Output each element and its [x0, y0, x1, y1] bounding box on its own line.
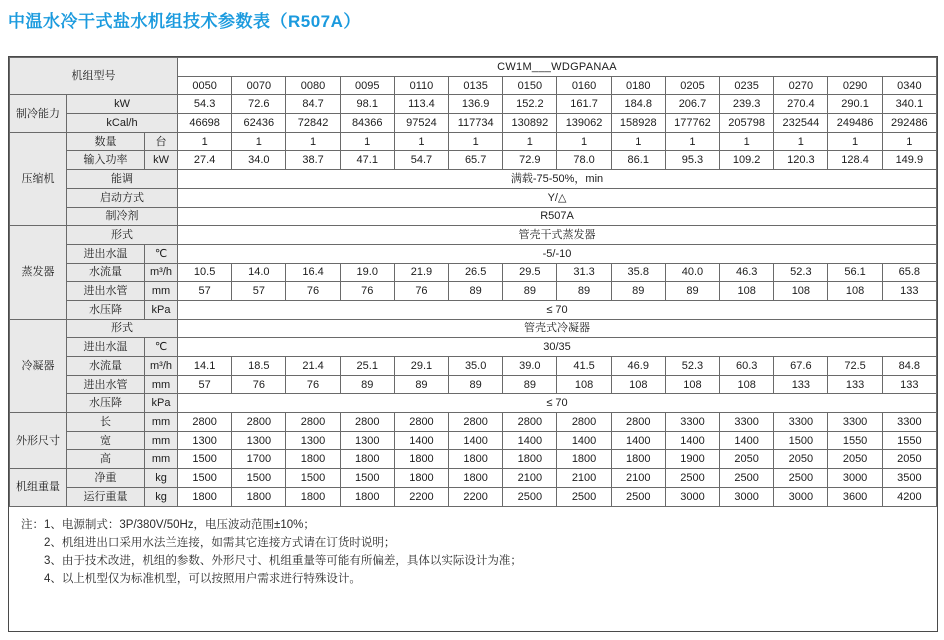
- data-cell: 72.5: [828, 357, 882, 376]
- data-cell: 206.7: [665, 95, 719, 114]
- data-cell: 2050: [774, 450, 828, 469]
- data-cell: 18.5: [232, 357, 286, 376]
- data-cell: 2800: [394, 413, 448, 432]
- notes-list: [44, 516, 522, 588]
- data-cell: 1500: [178, 469, 232, 488]
- data-cell: 1800: [286, 450, 340, 469]
- data-cell: 1400: [611, 431, 665, 450]
- row-label: 能调: [67, 170, 178, 189]
- row-unit: mm: [145, 413, 178, 432]
- data-cell: 1550: [882, 431, 936, 450]
- data-cell: 1800: [232, 487, 286, 506]
- data-cell: 177762: [665, 114, 719, 133]
- model-code: 0160: [557, 76, 611, 95]
- row-span-value: ≤ 70: [178, 394, 937, 413]
- note-line: 4、以上机型仅为标准机型，可以按照用户需求进行特殊设计。: [44, 572, 361, 585]
- model-code: 0070: [232, 76, 286, 95]
- data-cell: 108: [720, 375, 774, 394]
- data-cell: 1800: [394, 469, 448, 488]
- data-cell: 72.6: [232, 95, 286, 114]
- data-cell: 1800: [394, 450, 448, 469]
- data-cell: 1400: [394, 431, 448, 450]
- data-cell: 108: [611, 375, 665, 394]
- data-cell: 3300: [774, 413, 828, 432]
- data-cell: 89: [340, 375, 394, 394]
- row-label: 形式: [67, 319, 178, 338]
- data-cell: 1300: [178, 431, 232, 450]
- data-cell: 3000: [828, 469, 882, 488]
- data-cell: 1300: [286, 431, 340, 450]
- data-cell: 14.1: [178, 357, 232, 376]
- spec-table: [9, 57, 937, 507]
- data-cell: 84.8: [882, 357, 936, 376]
- model-code: 0110: [394, 76, 448, 95]
- data-cell: 290.1: [828, 95, 882, 114]
- data-cell: 3300: [882, 413, 936, 432]
- row-label: 进出水管: [67, 282, 145, 301]
- corner-model-label: 机组型号: [10, 58, 178, 95]
- data-cell: 89: [665, 282, 719, 301]
- data-cell: 1500: [286, 469, 340, 488]
- data-cell: 1: [774, 132, 828, 151]
- data-cell: 205798: [720, 114, 774, 133]
- data-cell: 52.3: [774, 263, 828, 282]
- data-cell: 2800: [557, 413, 611, 432]
- data-cell: 3000: [665, 487, 719, 506]
- data-cell: 1400: [665, 431, 719, 450]
- data-cell: 2050: [828, 450, 882, 469]
- data-cell: 89: [557, 282, 611, 301]
- row-unit: kg: [145, 487, 178, 506]
- data-cell: 1700: [232, 450, 286, 469]
- data-cell: 76: [340, 282, 394, 301]
- data-cell: 89: [449, 282, 503, 301]
- data-cell: 65.8: [882, 263, 936, 282]
- data-cell: 1400: [720, 431, 774, 450]
- row-label: 水流量: [67, 357, 145, 376]
- row-unit: kg: [145, 469, 178, 488]
- data-cell: 2500: [611, 487, 665, 506]
- data-cell: 57: [178, 282, 232, 301]
- data-cell: 108: [720, 282, 774, 301]
- model-code: 0340: [882, 76, 936, 95]
- data-cell: 2050: [882, 450, 936, 469]
- data-cell: 113.4: [394, 95, 448, 114]
- row-unit: ℃: [145, 244, 178, 263]
- data-cell: 78.0: [557, 151, 611, 170]
- data-cell: 2050: [720, 450, 774, 469]
- data-cell: 41.5: [557, 357, 611, 376]
- data-cell: 3300: [720, 413, 774, 432]
- data-cell: 89: [449, 375, 503, 394]
- data-cell: 2500: [720, 469, 774, 488]
- data-cell: 19.0: [340, 263, 394, 282]
- data-cell: 139062: [557, 114, 611, 133]
- data-cell: 136.9: [449, 95, 503, 114]
- data-cell: 1: [340, 132, 394, 151]
- data-cell: 56.1: [828, 263, 882, 282]
- note-line: 1、电源制式：3P/380V/50Hz，电压波动范围±10%；: [44, 518, 315, 531]
- data-cell: 3000: [720, 487, 774, 506]
- data-cell: 1800: [286, 487, 340, 506]
- data-cell: 1500: [178, 450, 232, 469]
- data-cell: 1: [449, 132, 503, 151]
- data-cell: 108: [828, 282, 882, 301]
- data-cell: 21.4: [286, 357, 340, 376]
- data-cell: 1400: [503, 431, 557, 450]
- data-cell: 89: [503, 282, 557, 301]
- data-cell: 108: [665, 375, 719, 394]
- data-cell: 232544: [774, 114, 828, 133]
- row-label: 形式: [67, 226, 178, 245]
- row-label: 水压降: [67, 300, 145, 319]
- data-cell: 2800: [178, 413, 232, 432]
- data-cell: 3300: [665, 413, 719, 432]
- model-code: 0180: [611, 76, 665, 95]
- row-unit: kW: [145, 151, 178, 170]
- row-unit: mm: [145, 450, 178, 469]
- data-cell: 2500: [557, 487, 611, 506]
- data-cell: 161.7: [557, 95, 611, 114]
- data-cell: 1500: [340, 469, 394, 488]
- row-unit: kPa: [145, 300, 178, 319]
- model-code: 0050: [178, 76, 232, 95]
- model-code: 0270: [774, 76, 828, 95]
- model-code: 0095: [340, 76, 394, 95]
- data-cell: 40.0: [665, 263, 719, 282]
- data-cell: 2100: [611, 469, 665, 488]
- data-cell: 46.3: [720, 263, 774, 282]
- data-cell: 270.4: [774, 95, 828, 114]
- row-label: 水流量: [67, 263, 145, 282]
- data-cell: 47.1: [340, 151, 394, 170]
- model-code: 0080: [286, 76, 340, 95]
- notes-prefix: 注：: [21, 518, 44, 531]
- data-cell: 1800: [340, 487, 394, 506]
- data-cell: 120.3: [774, 151, 828, 170]
- data-cell: 60.3: [720, 357, 774, 376]
- data-cell: 2500: [503, 487, 557, 506]
- notes-section: [9, 507, 937, 588]
- data-cell: 128.4: [828, 151, 882, 170]
- data-cell: 65.7: [449, 151, 503, 170]
- data-cell: 1: [882, 132, 936, 151]
- data-cell: 46.9: [611, 357, 665, 376]
- data-cell: 1: [611, 132, 665, 151]
- data-cell: 2800: [340, 413, 394, 432]
- data-cell: 95.3: [665, 151, 719, 170]
- data-cell: 1: [720, 132, 774, 151]
- data-cell: 27.4: [178, 151, 232, 170]
- row-label: 净重: [67, 469, 145, 488]
- row-span-value: 管壳式冷凝器: [178, 319, 937, 338]
- data-cell: 89: [611, 282, 665, 301]
- data-cell: 1400: [557, 431, 611, 450]
- data-cell: 239.3: [720, 95, 774, 114]
- model-code: 0290: [828, 76, 882, 95]
- data-cell: 133: [828, 375, 882, 394]
- data-cell: 89: [394, 375, 448, 394]
- row-label: 宽: [67, 431, 145, 450]
- group-label: 冷凝器: [10, 319, 67, 412]
- data-cell: 35.8: [611, 263, 665, 282]
- data-cell: 76: [286, 375, 340, 394]
- row-label: 进出水温: [67, 244, 145, 263]
- data-cell: 2800: [611, 413, 665, 432]
- data-cell: 117734: [449, 114, 503, 133]
- data-cell: 57: [178, 375, 232, 394]
- data-cell: 10.5: [178, 263, 232, 282]
- data-cell: 1500: [232, 469, 286, 488]
- data-cell: 84366: [340, 114, 394, 133]
- data-cell: 1: [503, 132, 557, 151]
- note-line: 2、机组进出口采用水法兰连接，如需其它连接方式请在订货时说明；: [44, 536, 396, 549]
- row-label: kW: [67, 95, 178, 114]
- data-cell: 76: [232, 375, 286, 394]
- data-cell: 86.1: [611, 151, 665, 170]
- row-span-value: 30/35: [178, 338, 937, 357]
- row-span-value: 满载-75-50%，min: [178, 170, 937, 189]
- data-cell: 2500: [774, 469, 828, 488]
- data-cell: 46698: [178, 114, 232, 133]
- data-cell: 1900: [665, 450, 719, 469]
- data-cell: 16.4: [286, 263, 340, 282]
- data-cell: 1300: [232, 431, 286, 450]
- data-cell: 35.0: [449, 357, 503, 376]
- row-unit: m³/h: [145, 357, 178, 376]
- series-name: CW1M___WDGPANAA: [178, 58, 937, 77]
- data-cell: 130892: [503, 114, 557, 133]
- data-cell: 97524: [394, 114, 448, 133]
- data-cell: 149.9: [882, 151, 936, 170]
- data-cell: 1800: [449, 469, 503, 488]
- data-cell: 184.8: [611, 95, 665, 114]
- row-unit: mm: [145, 431, 178, 450]
- data-cell: 1550: [828, 431, 882, 450]
- data-cell: 2200: [394, 487, 448, 506]
- data-cell: 54.7: [394, 151, 448, 170]
- data-cell: 76: [394, 282, 448, 301]
- data-cell: 21.9: [394, 263, 448, 282]
- model-code: 0235: [720, 76, 774, 95]
- data-cell: 3600: [828, 487, 882, 506]
- data-cell: 292486: [882, 114, 936, 133]
- data-cell: 2200: [449, 487, 503, 506]
- spec-sheet: [8, 56, 938, 632]
- data-cell: 2800: [232, 413, 286, 432]
- data-cell: 1800: [611, 450, 665, 469]
- data-cell: 1800: [503, 450, 557, 469]
- data-cell: 1: [178, 132, 232, 151]
- group-label: 制冷能力: [10, 95, 67, 132]
- row-label: 启动方式: [67, 188, 178, 207]
- model-code: 0135: [449, 76, 503, 95]
- row-unit: mm: [145, 375, 178, 394]
- group-label: 外形尺寸: [10, 413, 67, 469]
- row-span-value: ≤ 70: [178, 300, 937, 319]
- group-label: 蒸发器: [10, 226, 67, 319]
- data-cell: 89: [503, 375, 557, 394]
- data-cell: 29.1: [394, 357, 448, 376]
- data-cell: 39.0: [503, 357, 557, 376]
- data-cell: 1: [232, 132, 286, 151]
- row-unit: 台: [145, 132, 178, 151]
- data-cell: 3300: [828, 413, 882, 432]
- data-cell: 34.0: [232, 151, 286, 170]
- row-label: 运行重量: [67, 487, 145, 506]
- row-unit: m³/h: [145, 263, 178, 282]
- model-code: 0150: [503, 76, 557, 95]
- row-unit: mm: [145, 282, 178, 301]
- data-cell: 1300: [340, 431, 394, 450]
- data-cell: 25.1: [340, 357, 394, 376]
- page-title: 中温水冷干式盐水机组技术参数表（R507A）: [8, 12, 361, 31]
- data-cell: 54.3: [178, 95, 232, 114]
- data-cell: 1: [665, 132, 719, 151]
- data-cell: 72.9: [503, 151, 557, 170]
- data-cell: 2100: [503, 469, 557, 488]
- data-cell: 108: [774, 282, 828, 301]
- data-cell: 1400: [449, 431, 503, 450]
- group-label: 压缩机: [10, 132, 67, 225]
- row-label: 高: [67, 450, 145, 469]
- data-cell: 158928: [611, 114, 665, 133]
- data-cell: 26.5: [449, 263, 503, 282]
- data-cell: 3500: [882, 469, 936, 488]
- data-cell: 1800: [449, 450, 503, 469]
- data-cell: 29.5: [503, 263, 557, 282]
- data-cell: 57: [232, 282, 286, 301]
- data-cell: 67.6: [774, 357, 828, 376]
- data-cell: 76: [286, 282, 340, 301]
- data-cell: 52.3: [665, 357, 719, 376]
- data-cell: 133: [882, 375, 936, 394]
- row-span-value: -5/-10: [178, 244, 937, 263]
- data-cell: 31.3: [557, 263, 611, 282]
- row-label: 制冷剂: [67, 207, 178, 226]
- row-span-value: Y/△: [178, 188, 937, 207]
- data-cell: 1: [394, 132, 448, 151]
- data-cell: 133: [882, 282, 936, 301]
- row-span-value: R507A: [178, 207, 937, 226]
- data-cell: 1: [286, 132, 340, 151]
- data-cell: 1800: [340, 450, 394, 469]
- data-cell: 98.1: [340, 95, 394, 114]
- model-code: 0205: [665, 76, 719, 95]
- data-cell: 1500: [774, 431, 828, 450]
- data-cell: 249486: [828, 114, 882, 133]
- data-cell: 2800: [286, 413, 340, 432]
- data-cell: 4200: [882, 487, 936, 506]
- note-line: 3、由于技术改进，机组的参数、外形尺寸、机组重量等可能有所偏差，具体以实际设计为准；: [44, 554, 522, 567]
- row-label: 输入功率: [67, 151, 145, 170]
- group-label: 机组重量: [10, 469, 67, 506]
- row-label: 进出水管: [67, 375, 145, 394]
- data-cell: 84.7: [286, 95, 340, 114]
- data-cell: 2100: [557, 469, 611, 488]
- data-cell: 14.0: [232, 263, 286, 282]
- data-cell: 1: [557, 132, 611, 151]
- row-label: 水压降: [67, 394, 145, 413]
- row-label: 数量: [67, 132, 145, 151]
- data-cell: 1800: [557, 450, 611, 469]
- data-cell: 2500: [665, 469, 719, 488]
- data-cell: 2800: [503, 413, 557, 432]
- data-cell: 340.1: [882, 95, 936, 114]
- data-cell: 1: [828, 132, 882, 151]
- data-cell: 109.2: [720, 151, 774, 170]
- data-cell: 3000: [774, 487, 828, 506]
- row-label: 长: [67, 413, 145, 432]
- data-cell: 1800: [178, 487, 232, 506]
- data-cell: 2800: [449, 413, 503, 432]
- row-unit: ℃: [145, 338, 178, 357]
- row-label: kCal/h: [67, 114, 178, 133]
- row-span-value: 管壳干式蒸发器: [178, 226, 937, 245]
- data-cell: 38.7: [286, 151, 340, 170]
- data-cell: 152.2: [503, 95, 557, 114]
- row-label: 进出水温: [67, 338, 145, 357]
- data-cell: 108: [557, 375, 611, 394]
- row-unit: kPa: [145, 394, 178, 413]
- data-cell: 72842: [286, 114, 340, 133]
- data-cell: 133: [774, 375, 828, 394]
- data-cell: 62436: [232, 114, 286, 133]
